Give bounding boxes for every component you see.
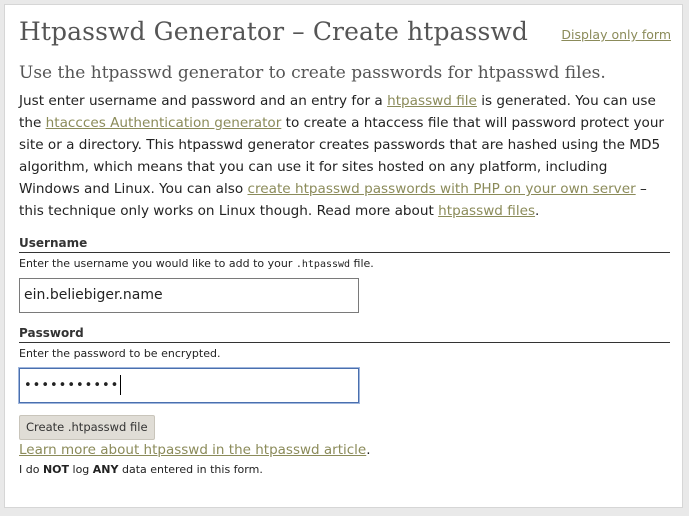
privacy-note [19, 463, 263, 476]
page-subtitle: Use the htpasswd generator to create passwords for htpasswd files. [19, 63, 606, 83]
intro-text: the [19, 115, 46, 131]
note-emphasis: NOT [42, 463, 70, 476]
intro-text: Just enter username and password and an entry for a [19, 93, 388, 109]
intro-paragraph [19, 90, 669, 222]
username-input[interactable]: ein.beliebiger.name [19, 278, 359, 313]
intro-text: is generated. You can use [476, 93, 656, 109]
text-caret [120, 375, 121, 395]
display-only-form-link[interactable]: Display only form [561, 27, 671, 42]
htpasswd-file-link[interactable]: htpasswd file [387, 93, 477, 109]
username-help-text: Enter the username you would like to add to your [19, 257, 296, 270]
htpasswd-article-link[interactable]: Learn more about htpasswd in the htpasswd article [19, 442, 367, 458]
username-label: Username [19, 236, 670, 253]
php-htpasswd-link[interactable]: create htpasswd passwords with PHP on your own server [247, 181, 636, 197]
intro-text: site or a directory. This htpasswd generator creates passwords that are hashed using the MD5 [19, 137, 661, 153]
htaccess-auth-generator-link[interactable]: htaccces Authentication generator [45, 115, 282, 131]
intro-text: this technique only works on Linux though. Read more about [19, 203, 439, 219]
note-text: data entered in this form. [118, 463, 263, 476]
username-help-text: file. [350, 257, 374, 270]
password-input[interactable] [19, 368, 359, 403]
intro-text: Windows and Linux. You can also [19, 181, 248, 197]
note-text: I do [19, 463, 43, 476]
intro-text: . [535, 203, 540, 219]
intro-text: – [635, 181, 647, 197]
page-card [4, 4, 683, 508]
htpasswd-files-link[interactable]: htpasswd files [438, 203, 536, 219]
learn-more-line [19, 442, 371, 458]
note-text: log [69, 463, 93, 476]
intro-text: algorithm, which means that you can use it for sites hosted on any platform, including [19, 159, 608, 175]
username-help [19, 257, 374, 270]
intro-text: to create a htaccess file that will password protect your [281, 115, 665, 131]
password-help: Enter the password to be encrypted. [19, 347, 221, 360]
password-label: Password [19, 326, 670, 343]
create-htpasswd-button[interactable]: Create .htpasswd file [19, 415, 155, 440]
page-title: Htpasswd Generator – Create htpasswd [19, 17, 529, 46]
note-emphasis: ANY [92, 463, 119, 476]
password-masked-value: ••••••••••• [24, 378, 120, 393]
htpasswd-filename: .htpasswd [295, 259, 351, 270]
learn-suffix: . [366, 442, 371, 458]
